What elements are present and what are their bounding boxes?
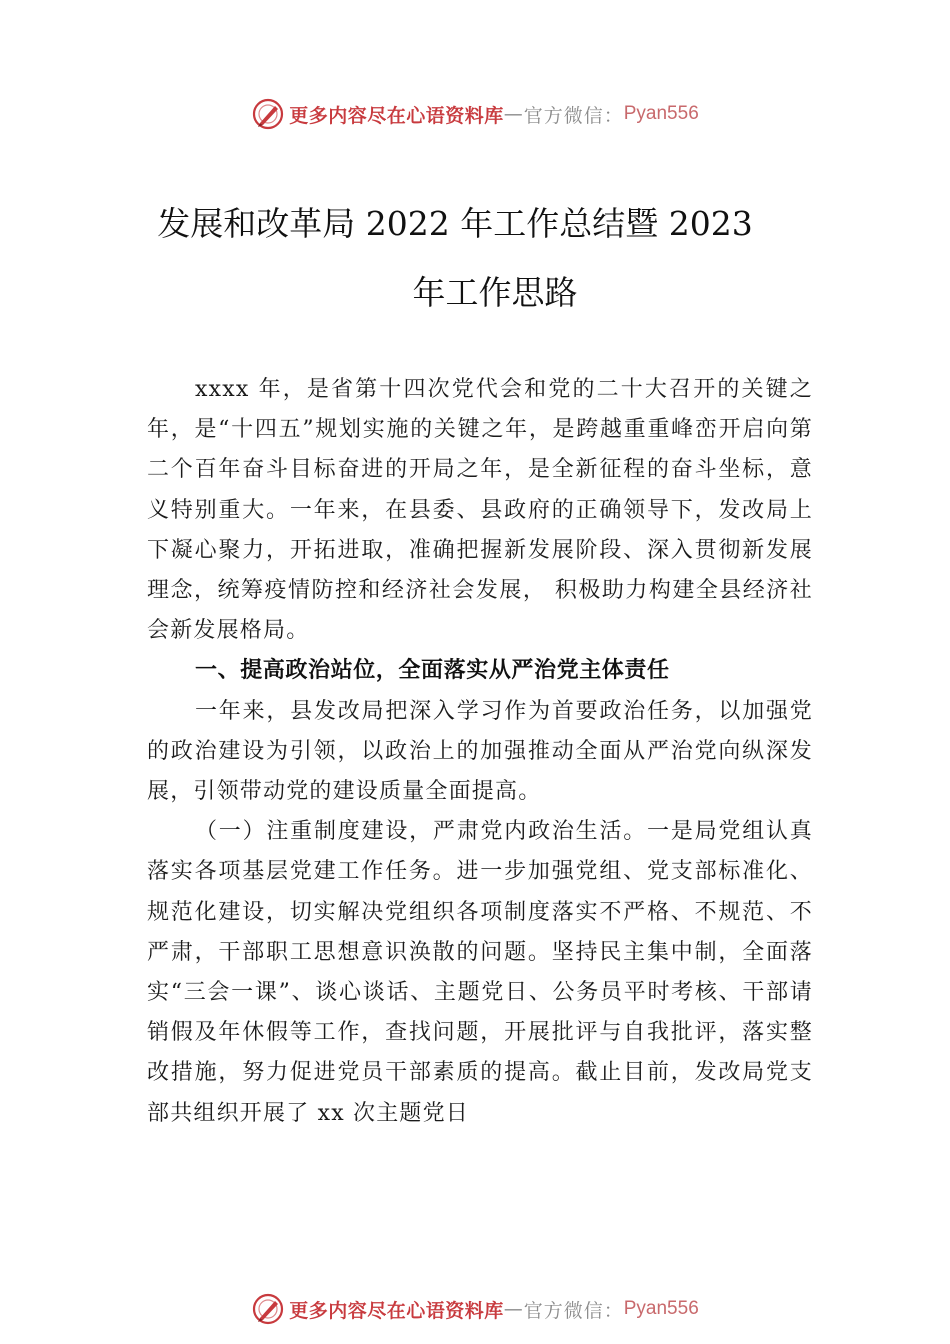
banner-separator: — — [503, 103, 524, 125]
banner-wechat-id: Pyan556 — [623, 103, 699, 124]
pen-seal-logo-icon — [251, 97, 285, 131]
banner-main-text: 更多内容尽在心语资料库 — [289, 104, 504, 127]
document-body — [147, 370, 813, 1134]
document-title-line2: 年工作思路 — [412, 273, 578, 312]
document-title-line1: 发展和改革局 2022 年工作总结暨 2023 — [157, 204, 753, 243]
paragraph-subsection-1: （一）注重制度建设，严肃党内政治生活。一是局党组认真落实各项基层党建工作任务。进一步加强党组、党支部标准化、规范化建设，切实解决党组织各项制度落实不严格、不规范、不严肃，干部职工思想意识涣散的问题。坚持民主集中制，全面落实“三会一课”、谈心谈话、主题党日、公务员平时考核、干部请销假及年休假等工作，查找问题，开展批评与自我批评，落实整改措施，努力促进党员干部素质的提高。截止目前，发改局党支部共组织开展了 xx 次主题党日 — [147, 819, 813, 1126]
paragraph-section1-intro: 一年来，县发改局把深入学习作为首要政治任务，以加强党的政治建设为引领，以政治上的加强推动全面从严治党向纵深发展，引领带动党的建设质量全面提高。 — [147, 698, 813, 805]
paragraph-intro: xxxx 年，是省第十四次党代会和党的二十大召开的关键之年，是“十四五”规划实施的关键之年，是跨越重重峰峦开启向第二个百年奋斗目标奋进的开局之年，是全新征程的奋斗坐标，意义特别重大。一年来，在县委、县政府的正确领导下，发改局上下凝心聚力，开拓进取，准确把握新发展阶段、深入贯彻新发展理念，统筹疫情防控和经济社会发展， 积极助力构建全县经济社会新发展格局。 — [147, 377, 813, 644]
pen-seal-logo-icon — [251, 1292, 285, 1326]
footer-banner — [0, 1289, 950, 1329]
banner-wechat-id: Pyan556 — [623, 1298, 699, 1319]
banner-separator: — — [503, 1298, 524, 1320]
section-heading-1: 一、提高政治站位，全面落实从严治党主体责任 — [195, 658, 670, 684]
header-banner — [0, 94, 950, 134]
banner-wechat-label: 官方微信： — [523, 104, 624, 127]
banner-main-text: 更多内容尽在心语资料库 — [289, 1299, 504, 1322]
banner-wechat-label: 官方微信： — [523, 1299, 624, 1322]
